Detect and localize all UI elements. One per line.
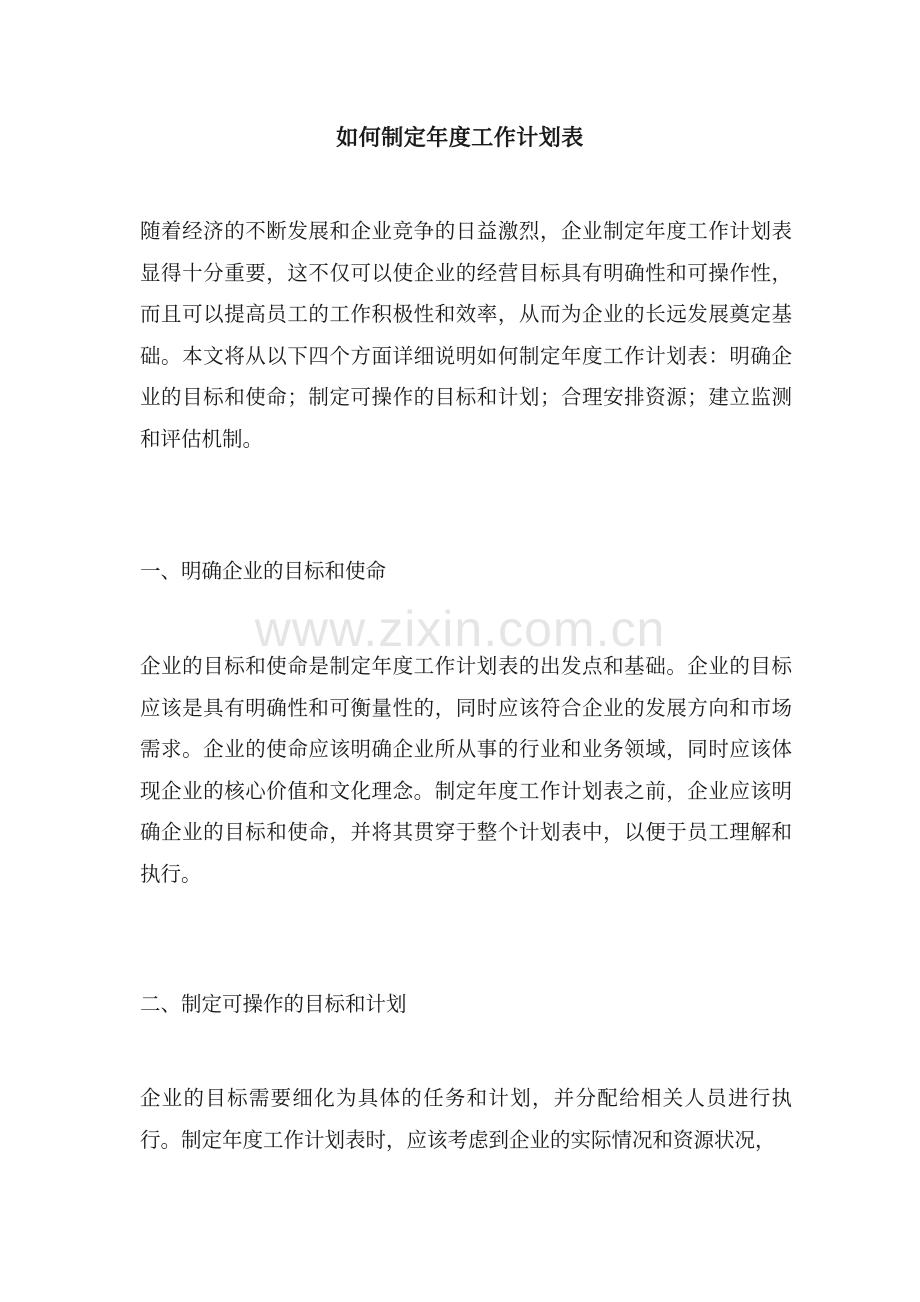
intro-paragraph: 随着经济的不断发展和企业竞争的日益激烈，企业制定年度工作计划表显得十分重要，这不仅可以使企业的经营目标具有明确性和可操作性，而且可以提高员工的工作积极性和效率，从而为企业的长远发展奠定基础。本文将从以下四个方面详细说明如何制定年度工作计划表：明确企业的目标和使命；制定可操作的目标和计划；合理安排资源；建立监测和评估机制。 — [140, 219, 792, 451]
watermark: www.zixin.com.cn — [254, 601, 666, 657]
section-body-2: 企业的目标需要细化为具体的任务和计划，并分配给相关人员进行执行。制定年度工作计划表时，应该考虑到企业的实际情况和资源状况， — [140, 1086, 792, 1152]
section-body-1: 企业的目标和使命是制定年度工作计划表的出发点和基础。企业的目标应该是具有明确性和可衡量性的，同时应该符合企业的发展方向和市场需求。企业的使命应该明确企业所从事的行业和业务领域，同时应该体现企业的核心价值和文化理念。制定年度工作计划表之前，企业应该明确企业的目标和使命，并将其贯穿于整个计划表中，以便于员工理解和执行。 — [140, 654, 792, 886]
section-heading-2: 二、制定可操作的目标和计划 — [140, 992, 407, 1016]
section-heading-1: 一、明确企业的目标和使命 — [140, 559, 386, 583]
document-title: 如何制定年度工作计划表 — [336, 125, 584, 151]
